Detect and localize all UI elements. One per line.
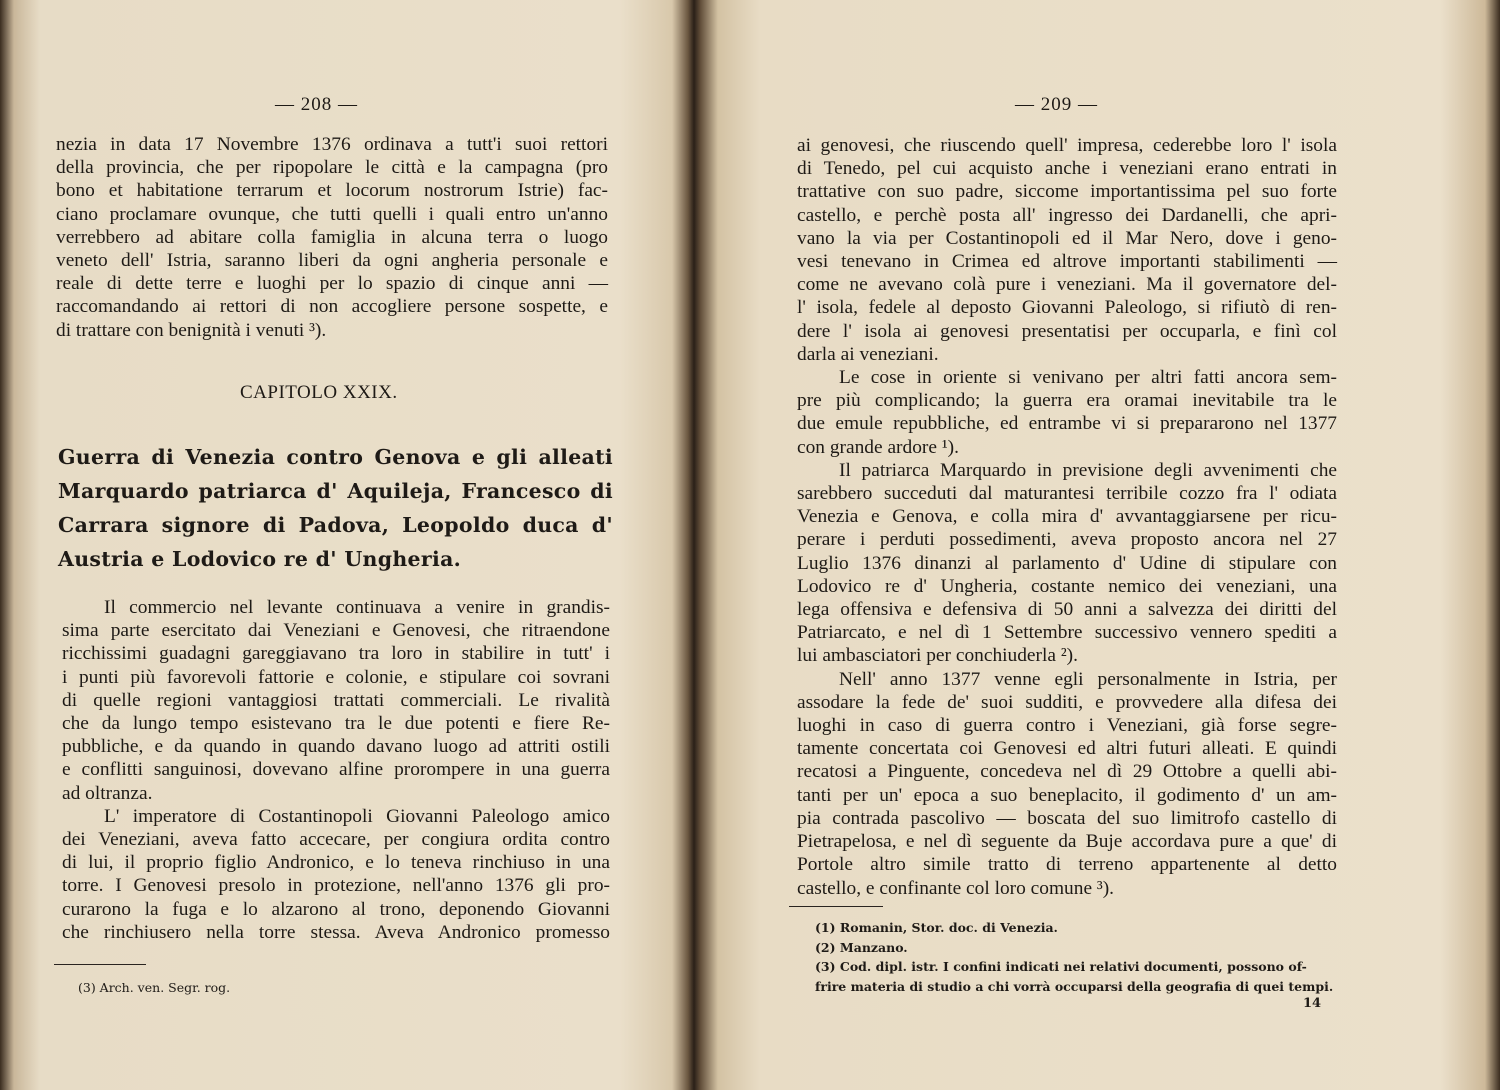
chapter-heading: CAPITOLO XXIX. — [240, 382, 398, 403]
text-line: ricchissimi guadagni gareggiavano tra loro in stabilire in tutt' i — [62, 643, 610, 665]
text-line: ciano proclamare ovunque, che tutti quelli i quali entro un'anno — [56, 203, 608, 225]
text-line: perare i perduti possedimenti, aveva proposto ancora nel 27 — [797, 529, 1337, 551]
text-line: Luglio 1376 dinanzi al parlamento d' Udine di stipulare con — [797, 552, 1337, 574]
text-line: sarebbero succeduti dal maturantesi terribile cozzo fra l' odiata — [797, 483, 1337, 505]
paragraph-continuation — [56, 133, 608, 342]
text-line: ai genovesi, che riuscendo quell' impresa, cederebbe loro l' isola — [797, 135, 1337, 156]
text-line: Le cose in oriente si venivano per altri fatti ancora sem- — [839, 367, 1337, 389]
footnote: frire materia di studio a chi vorrà occuparsi della geografia di quei tempi. — [815, 978, 1334, 994]
text-line: Nell' anno 1377 venne egli personalmente in Istria, per — [839, 668, 1337, 690]
text-line: l' isola, fedele al deposto Giovanni Paleologo, si rifiutò di ren- — [797, 297, 1337, 319]
footnotes — [815, 918, 1345, 996]
text-line: di lui, il proprio figlio Andronico, e lo teneva rinchiuso in una — [62, 852, 610, 874]
text-line: Portole altro simile tratto di terreno appartenente al detto — [797, 854, 1337, 876]
text-line: ad oltranza. — [62, 782, 153, 804]
text-line: della provincia, che per ripopolare le città e la campagna (pro — [56, 157, 608, 179]
text-line: Venezia e Genova, e colla mira d' avvantaggiarsene per ricu- — [797, 506, 1337, 528]
text-line: i punti più favorevoli fattorie e colonie, e stipulare coi sovrani — [62, 666, 610, 688]
text-line: veneto dell' Istria, saranno liberi da ogni angheria personale e — [56, 250, 608, 272]
text-line: torre. I Genovesi presolo in protezione, nell'anno 1376 gli pro- — [62, 875, 610, 897]
page-number: — 208 — — [275, 94, 358, 115]
text-line: bono et habitatione terrarum et locorum nostrorum Istrie) fac- — [56, 180, 608, 202]
text-line: lui ambasciatori per conchiuderla ²). — [797, 645, 1078, 667]
text-line: L' imperatore di Costantinopoli Giovanni Paleologo amico — [104, 805, 610, 827]
text-line: Patriarcato, e nel dì 1 Settembre successivo vennero spediti a — [797, 622, 1337, 644]
text-line: Lodovico re d' Ungheria, costante nemico dei veneziani, una — [797, 575, 1337, 597]
right-page — [715, 0, 1475, 1090]
page-number: — 209 — — [1015, 94, 1098, 115]
text-line: vesi tenevano in Crimea ed altrove importanti stabilimenti — — [797, 251, 1337, 273]
text-line: pia contrada pascolivo — boscata del suo limitrofo castello di — [797, 807, 1337, 829]
footnote-rule — [54, 964, 146, 965]
text-line: pre più complicando; la guerra era oramai inevitabile tra le — [797, 390, 1337, 412]
text-line: con grande ardore ¹). — [797, 436, 959, 458]
text-line: Il commercio nel levante continuava a venire in grandis- — [104, 597, 610, 618]
signature-mark: 14 — [1303, 996, 1322, 1011]
text-line: luoghi in caso di guerra contro i Veneziani, già forse segre- — [797, 715, 1337, 737]
text-line: vano la via per Costantinopoli ed il Mar Nero, dove i geno- — [797, 227, 1337, 249]
footnote: (3) Arch. ven. Segr. rog. — [78, 980, 231, 995]
text-line: trattative con suo padre, siccome importantissima pel suo forte — [797, 181, 1337, 203]
text-line: sima parte esercitato dai Veneziani e Genovesi, che ritraendone — [62, 620, 610, 642]
text-line: castello, e confinante col loro comune ³). — [797, 877, 1115, 899]
text-line: Il patriarca Marquardo in previsione degli avvenimenti che — [839, 459, 1337, 481]
text-line: raccomandando ai rettori di non accogliere persone sospette, e — [56, 296, 608, 318]
text-line: due emule repubbliche, ed entrambe vi si prepararono nel 1377 — [797, 413, 1337, 435]
text-line: dere l' isola ai genovesi presentatisi per occuparla, e finì col — [797, 320, 1337, 342]
footnote: (2) Manzano. — [815, 939, 908, 955]
text-line: verrebbero ad abitare colla famiglia in alcuna terra o luogo — [56, 226, 608, 248]
footnote: (3) Cod. dipl. istr. I confini indicati nei relativi documenti, possono of- — [815, 959, 1307, 974]
text-line: darla ai veneziani. — [797, 343, 939, 365]
text-line: castello, e perchè posta all' ingresso dei Dardanelli, che apri- — [797, 204, 1337, 226]
footnote: (1) Romanin, Stor. doc. di Venezia. — [815, 920, 1058, 935]
chapter-body — [62, 596, 610, 944]
chapter-title: Guerra di Venezia contro Genova e gli alleati Marquardo patriarca d' Aquileja, Francesco di Carrara signore di Padova, Leopoldo duca d' Austria e Lodovico re d' Ungheria. — [58, 445, 613, 571]
text-line: di quelle regioni vantaggiosi trattati commerciali. Le rivalità — [62, 689, 610, 711]
text-line: di Tenedo, pel cui acquisto anche i veneziani erano entrati in — [797, 158, 1337, 180]
text-line: che rinchiusero nella torre stessa. Aveva Andronico promesso — [62, 921, 610, 943]
text-line: reale di dette terre e luoghi per lo spazio di cinque anni — — [56, 273, 608, 295]
text-line: e conflitti sanguinosi, dovevano alfine prorompere in una guerra — [62, 759, 610, 781]
text-line: di trattare con benignità i venuti ³). — [56, 319, 327, 341]
text-line: recatosi a Pinguente, concedeva nel dì 29 Ottobre a quelli abi- — [797, 761, 1337, 783]
left-page — [20, 0, 680, 1090]
text-line: come ne avevano colà pure i veneziani. Ma il governatore del- — [797, 274, 1337, 296]
footnote-rule — [789, 906, 883, 907]
text-line: dei Veneziani, aveva fatto accecare, per congiura ordita contro — [62, 829, 610, 851]
text-line: tamente concertata coi Genovesi ed altri futuri alleati. E quindi — [797, 738, 1337, 760]
text-line: pubbliche, e da quando in quando davano luogo ad attriti ostili — [62, 736, 610, 758]
text-line: assodare la fede de' suoi sudditi, e provvedere alla difesa dei — [797, 691, 1337, 713]
text-line: nezia in data 17 Novembre 1376 ordinava a tutt'i suoi rettori — [56, 134, 608, 155]
footnotes — [78, 978, 378, 998]
text-line: che da lungo tempo esistevano tra le due potenti e fiere Re- — [62, 713, 610, 735]
text-line: curarono la fuga e lo alzarono al trono, deponendo Giovanni — [62, 898, 610, 920]
text-line: lega offensiva e defensiva di 50 anni a salvezza dei diritti del — [797, 599, 1337, 621]
text-line: tanti per un' epoca a suo beneplacito, il godimento d' un am- — [797, 784, 1337, 806]
page-body — [797, 134, 1337, 900]
text-line: Pietrapelosa, e nel dì seguente da Buje accordava pure a que' di — [797, 831, 1337, 853]
